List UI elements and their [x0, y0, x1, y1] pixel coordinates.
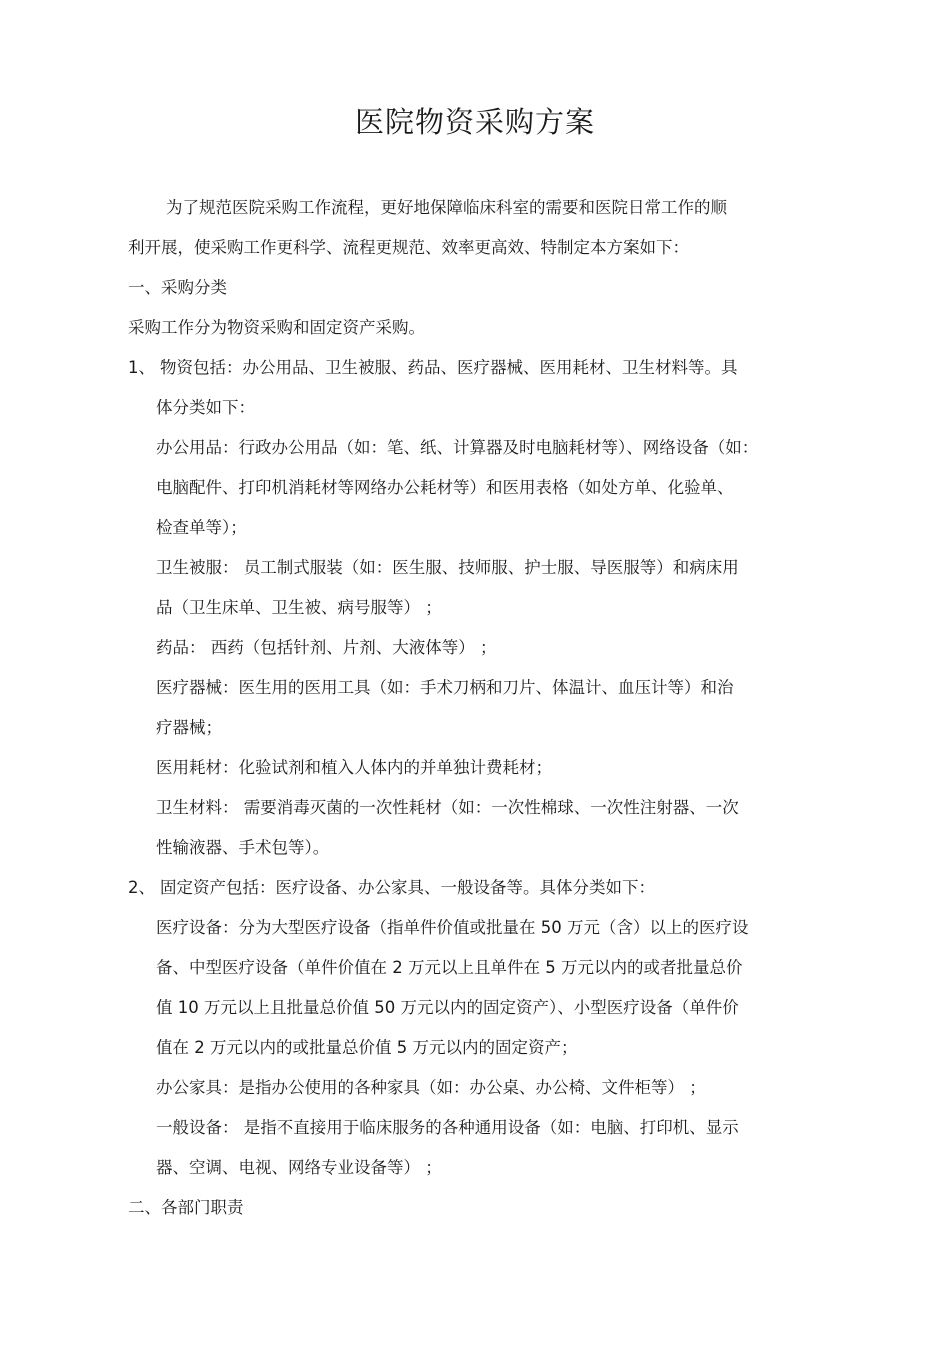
category-line: 医用耗材：化验试剂和植入人体内的并单独计费耗材；	[156, 758, 552, 777]
category-line: 性输液器、手术包等）。	[156, 838, 330, 857]
category-line: 药品： 西药（包括针剂、片剂、大液体等） ；	[156, 638, 497, 657]
category-line: 一般设备： 是指不直接用于临床服务的各种通用设备（如：电脑、打印机、显示	[156, 1118, 739, 1137]
intro-line: 利开展，使采购工作更科学、流程更规范、效率更高效、特制定本方案如下：	[128, 238, 689, 257]
category-line: 医疗器械：医生用的医用工具（如：手术刀柄和刀片、体温计、血压计等）和治	[156, 678, 734, 697]
section-heading: 一、采购分类	[128, 278, 227, 297]
category-line: 卫生被服： 员工制式服装（如：医生服、技师服、护士服、导医服等）和病床用	[156, 558, 739, 577]
category-line: 疗器械；	[156, 718, 222, 737]
list-number: 2、	[128, 878, 155, 897]
paragraph: 采购工作分为物资采购和固定资产采购。	[128, 318, 425, 337]
category-line: 办公家具：是指办公使用的各种家具（如：办公桌、办公椅、文件柜等） ；	[156, 1078, 706, 1097]
category-line: 医疗设备：分为大型医疗设备（指单件价值或批量在 50 万元（含）以上的医疗设	[156, 918, 749, 937]
page-title: 医院物资采购方案	[354, 105, 595, 139]
list-item-text: 物资包括：办公用品、卫生被服、药品、医疗器械、医用耗材、卫生材料等。具	[160, 358, 738, 377]
intro-line: 为了规范医院采购工作流程，更好地保障临床科室的需要和医院日常工作的顺	[166, 198, 727, 217]
category-line: 品（卫生床单、卫生被、病号服等） ；	[156, 598, 442, 617]
category-line: 办公用品：行政办公用品（如：笔、纸、计算器及时电脑耗材等）、网络设备（如：	[156, 438, 759, 457]
category-line: 检查单等）；	[156, 518, 247, 537]
category-line: 值 10 万元以上且批量总价值 50 万元以内的固定资产）、小型医疗设备（单件价	[156, 998, 739, 1017]
section-heading: 二、各部门职责	[128, 1198, 244, 1217]
list-item-text: 体分类如下：	[156, 398, 255, 417]
category-line: 电脑配件、打印机消耗材等网络办公耗材等）和医用表格（如处方单、化验单、	[156, 478, 734, 497]
list-number: 1、	[128, 358, 155, 377]
category-line: 值在 2 万元以内的或批量总价值 5 万元以内的固定资产；	[156, 1038, 578, 1057]
category-line: 卫生材料： 需要消毒灭菌的一次性耗材（如：一次性棉球、一次性注射器、一次	[156, 798, 739, 817]
category-line: 器、空调、电视、网络专业设备等） ；	[156, 1158, 442, 1177]
list-item-text: 固定资产包括：医疗设备、办公家具、一般设备等。具体分类如下：	[160, 878, 655, 897]
category-line: 备、中型医疗设备（单件价值在 2 万元以上且单件在 5 万元以内的或者批量总价	[156, 958, 743, 977]
